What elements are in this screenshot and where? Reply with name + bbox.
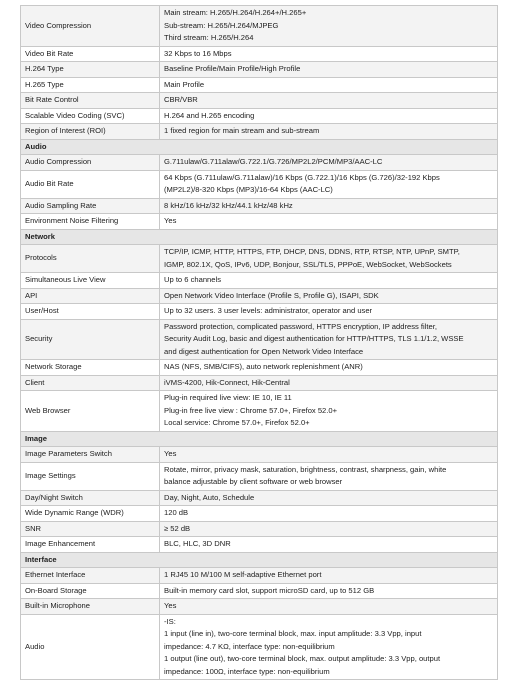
spec-row [21,599,498,615]
spec-label: Image Parameters Switch [21,447,160,463]
spec-label: Web Browser [21,391,160,432]
spec-value: Plug-in required live view: IE 10, IE 11 Plug-in free live view : Chrome 57.0+, Firefox 52.0+ Local service: Chrome 57.0+, Firefox 52.0+ [160,391,498,432]
spec-value: Built-in memory card slot, support microSD card, up to 512 GB [160,583,498,599]
section-header-row [21,139,498,155]
spec-value: Main stream: H.265/H.264/H.264+/H.265+ Sub-stream: H.265/H.264/MJPEG Third stream: H.265/H.264 [160,6,498,47]
section-title: Interface [21,552,498,568]
spec-label: Network Storage [21,360,160,376]
spec-row [21,288,498,304]
spec-label: H.264 Type [21,62,160,78]
spec-row [21,490,498,506]
spec-row [21,568,498,584]
spec-label: Security [21,319,160,360]
spec-row [21,214,498,230]
spec-row [21,375,498,391]
spec-value: 1 RJ45 10 M/100 M self-adaptive Ethernet port [160,568,498,584]
spec-value: CBR/VBR [160,93,498,109]
spec-label: Audio [21,614,160,680]
spec-value: iVMS-4200, Hik-Connect, Hik-Central [160,375,498,391]
spec-value: Up to 32 users. 3 user levels: administrator, operator and user [160,304,498,320]
section-title: Network [21,229,498,245]
spec-value: 32 Kbps to 16 Mbps [160,46,498,62]
spec-row [21,170,498,198]
spec-value: Baseline Profile/Main Profile/High Profile [160,62,498,78]
spec-value: 64 Kbps (G.711ulaw/G.711alaw)/16 Kbps (G.722.1)/16 Kbps (G.726)/32-192 Kbps (MP2L2)/8-320 Kbps (MP3)/16-64 Kbps (AAC-LC) [160,170,498,198]
spec-row [21,391,498,432]
spec-value: Day, Night, Auto, Schedule [160,490,498,506]
spec-label: Video Bit Rate [21,46,160,62]
spec-row [21,77,498,93]
spec-row [21,62,498,78]
spec-value: TCP/IP, ICMP, HTTP, HTTPS, FTP, DHCP, DNS, DDNS, RTP, RTSP, NTP, UPnP, SMTP, IGMP, 802.1X, QoS, IPv6, UDP, Bonjour, SSL/TLS, PPPoE, WebSocket, WebSockets [160,245,498,273]
spec-row [21,447,498,463]
spec-label: Image Settings [21,462,160,490]
spec-value: 1 fixed region for main stream and sub-stream [160,124,498,140]
spec-value: Up to 6 channels [160,273,498,289]
spec-row [21,6,498,47]
spec-row [21,583,498,599]
spec-label: Video Compression [21,6,160,47]
spec-row [21,360,498,376]
spec-label: Wide Dynamic Range (WDR) [21,506,160,522]
spec-row [21,614,498,680]
spec-table [20,5,498,680]
spec-value: 120 dB [160,506,498,522]
spec-row [21,506,498,522]
spec-row [21,124,498,140]
spec-label: Day/Night Switch [21,490,160,506]
spec-label: Built-in Microphone [21,599,160,615]
spec-label: API [21,288,160,304]
spec-row [21,46,498,62]
spec-label: Region of Interest (ROI) [21,124,160,140]
spec-value: Main Profile [160,77,498,93]
spec-value: BLC, HLC, 3D DNR [160,537,498,553]
spec-row [21,245,498,273]
spec-row [21,155,498,171]
spec-label: On-Board Storage [21,583,160,599]
spec-row [21,93,498,109]
spec-label: Protocols [21,245,160,273]
section-header-row [21,229,498,245]
spec-label: Environment Noise Filtering [21,214,160,230]
spec-value: Yes [160,214,498,230]
spec-value: NAS (NFS, SMB/CIFS), auto network replenishment (ANR) [160,360,498,376]
spec-row [21,462,498,490]
spec-label: Client [21,375,160,391]
spec-value: Password protection, complicated password, HTTPS encryption, IP address filter, Security Audit Log, basic and digest authentication for HTTP/HTTPS, TLS 1.1/1.2, WSSE and digest authentication for Open Network Video Interface [160,319,498,360]
section-header-row [21,552,498,568]
spec-label: Image Enhancement [21,537,160,553]
spec-value: -IS: 1 input (line in), two-core terminal block, max. input amplitude: 3.3 Vpp, input impedance: 4.7 KΩ, interface type: non-equilibrium 1 output (line out), two-core terminal block, max. output amplitude: 3.3 Vpp, output impedance: 100Ω, interface type: non-equilibrium [160,614,498,680]
spec-row [21,319,498,360]
spec-label: Audio Compression [21,155,160,171]
spec-value: Rotate, mirror, privacy mask, saturation, brightness, contrast, sharpness, gain, white balance adjustable by client software or web browser [160,462,498,490]
spec-row [21,108,498,124]
spec-label: Simultaneous Live View [21,273,160,289]
spec-label: Audio Sampling Rate [21,198,160,214]
spec-value: Yes [160,447,498,463]
spec-label: Ethernet Interface [21,568,160,584]
spec-label: Scalable Video Coding (SVC) [21,108,160,124]
spec-row [21,273,498,289]
spec-row [21,521,498,537]
spec-label: User/Host [21,304,160,320]
spec-value: Open Network Video Interface (Profile S, Profile G), ISAPI, SDK [160,288,498,304]
spec-value: Yes [160,599,498,615]
section-title: Audio [21,139,498,155]
spec-label: Bit Rate Control [21,93,160,109]
spec-row [21,304,498,320]
spec-label: Audio Bit Rate [21,170,160,198]
spec-row [21,537,498,553]
spec-label: H.265 Type [21,77,160,93]
spec-value: ≥ 52 dB [160,521,498,537]
section-header-row [21,431,498,447]
spec-row [21,198,498,214]
spec-value: H.264 and H.265 encoding [160,108,498,124]
spec-label: SNR [21,521,160,537]
spec-value: G.711ulaw/G.711alaw/G.722.1/G.726/MP2L2/PCM/MP3/AAC-LC [160,155,498,171]
section-title: Image [21,431,498,447]
spec-value: 8 kHz/16 kHz/32 kHz/44.1 kHz/48 kHz [160,198,498,214]
